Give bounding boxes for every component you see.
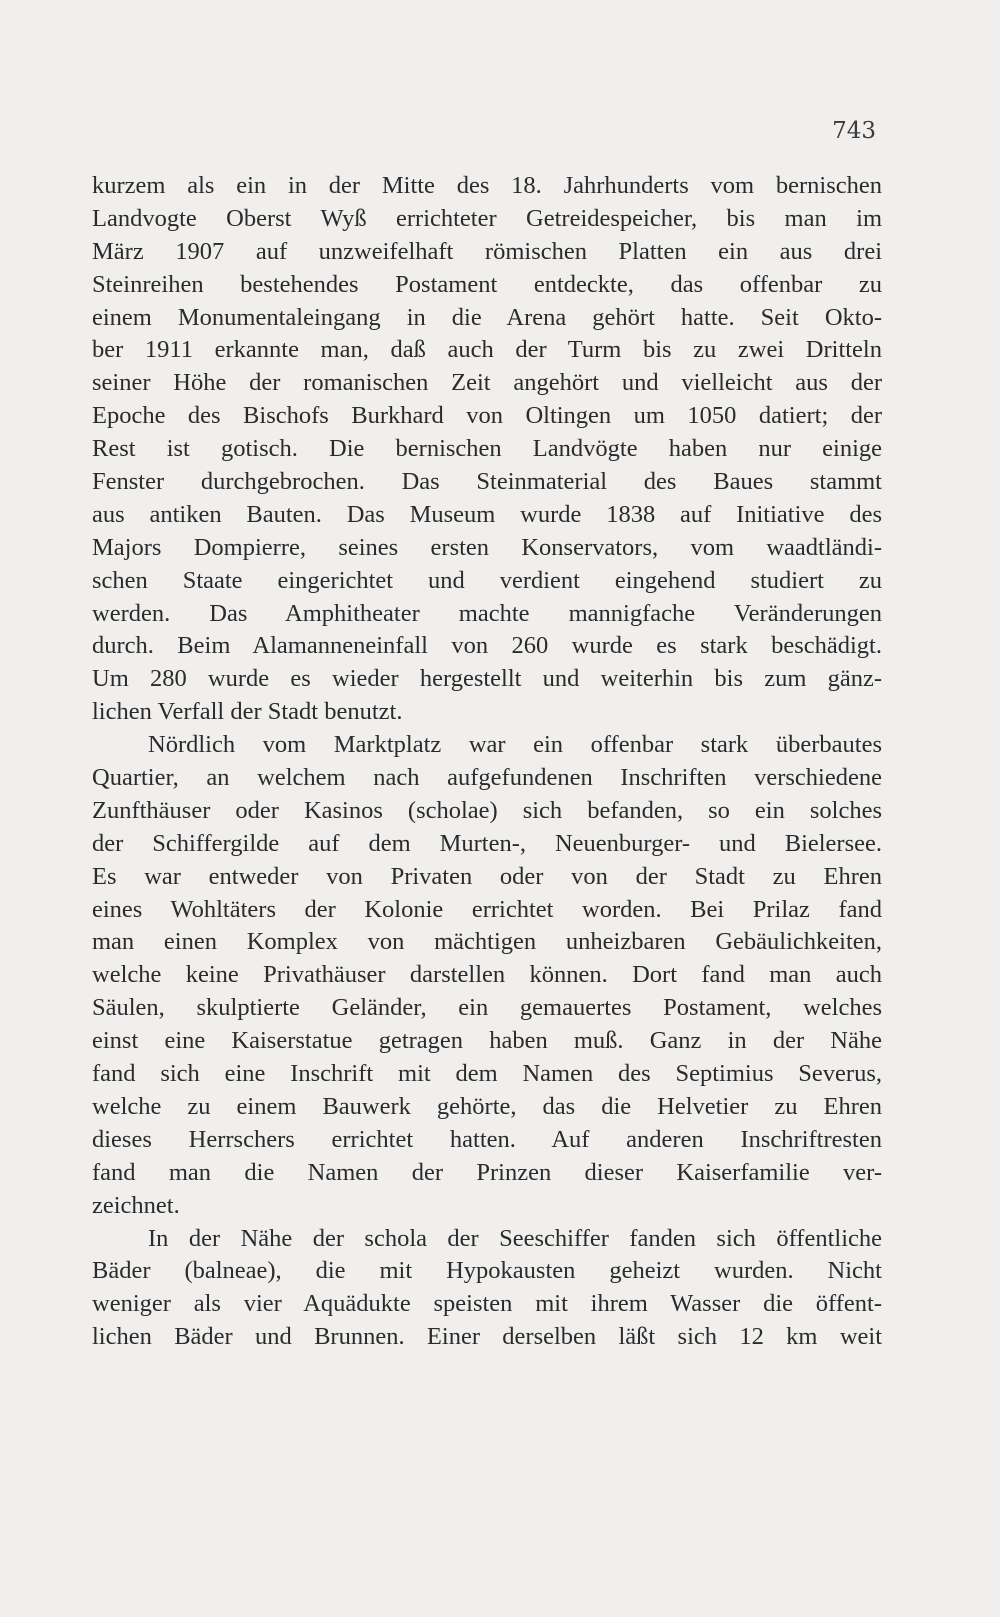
- text-line: Steinreihen bestehendes Postament entdeckte, das offenbar zu: [92, 270, 882, 298]
- text-line: werden. Das Amphitheater machte mannigfache Veränderungen: [92, 599, 882, 627]
- text-line: eines Wohltäters der Kolonie errichtet worden. Bei Prilaz fand: [92, 895, 882, 923]
- text-line: Fenster durchgebrochen. Das Steinmaterial des Baues stammt: [92, 468, 882, 496]
- text-line: schen Staate eingerichtet und verdient eingehend studiert zu: [92, 566, 882, 594]
- text-line: März 1907 auf unzweifelhaft römischen Platten ein aus drei: [92, 237, 882, 265]
- text-line: Epoche des Bischofs Burkhard von Oltingen um 1050 datiert; der: [92, 402, 882, 430]
- text-line: lichen Verfall der Stadt benutzt.: [92, 698, 403, 726]
- text-line: Säulen, skulptierte Geländer, ein gemauertes Postament, welches: [92, 994, 882, 1022]
- text-line: weniger als vier Aquädukte speisten mit ihrem Wasser die öffent-: [92, 1290, 882, 1318]
- text-line: aus antiken Bauten. Das Museum wurde 1838 auf Initiative des: [92, 500, 882, 528]
- text-line: Bäder (balneae), die mit Hypokausten geheizt wurden. Nicht: [92, 1257, 882, 1285]
- text-line: lichen Bäder und Brunnen. Einer derselben läßt sich 12 km weit: [92, 1323, 882, 1351]
- text-line: Zunfthäuser oder Kasinos (scholae) sich befanden, so ein solches: [92, 796, 882, 824]
- text-line: Quartier, an welchem nach aufgefundenen Inschriften verschiedene: [92, 764, 882, 792]
- text-line: fand man die Namen der Prinzen dieser Kaiserfamilie ver-: [92, 1158, 882, 1186]
- text-line: ber 1911 erkannte man, daß auch der Turm bis zu zwei Dritteln: [92, 336, 882, 364]
- text-line: welche zu einem Bauwerk gehörte, das die Helvetier zu Ehren: [92, 1092, 882, 1120]
- text-line: fand sich eine Inschrift mit dem Namen des Septimius Severus,: [92, 1060, 882, 1088]
- text-line: man einen Komplex von mächtigen unheizbaren Gebäulichkeiten,: [92, 928, 882, 956]
- text-line: einst eine Kaiserstatue getragen haben muß. Ganz in der Nähe: [92, 1027, 882, 1055]
- text-line: einem Monumentaleingang in die Arena gehört hatte. Seit Okto-: [92, 303, 882, 331]
- body-text: [92, 170, 882, 1354]
- text-line: Rest ist gotisch. Die bernischen Landvögte haben nur einige: [92, 435, 882, 463]
- text-line: Majors Dompierre, seines ersten Konservators, vom waadtländi-: [92, 533, 882, 561]
- text-line: kurzem als ein in der Mitte des 18. Jahrhunderts vom bernischen: [92, 172, 882, 199]
- page-number: 743: [832, 118, 876, 144]
- text-line: welche keine Privathäuser darstellen können. Dort fand man auch: [92, 961, 882, 989]
- text-line: dieses Herrschers errichtet hatten. Auf anderen Inschriftresten: [92, 1125, 882, 1153]
- text-line: Es war entweder von Privaten oder von der Stadt zu Ehren: [92, 862, 882, 890]
- text-line: der Schiffergilde auf dem Murten-, Neuenburger- und Bielersee.: [92, 829, 882, 857]
- text-line: Nördlich vom Marktplatz war ein offenbar stark überbautes: [148, 731, 882, 759]
- text-line: zeichnet.: [92, 1191, 180, 1219]
- text-line: durch. Beim Alamanneneinfall von 260 wurde es stark beschädigt.: [92, 632, 882, 660]
- text-line: In der Nähe der schola der Seeschiffer fanden sich öffentliche: [148, 1224, 882, 1252]
- text-line: seiner Höhe der romanischen Zeit angehört und vielleicht aus der: [92, 369, 882, 397]
- text-line: Landvogte Oberst Wyß errichteter Getreidespeicher, bis man im: [92, 204, 882, 232]
- text-line: Um 280 wurde es wieder hergestellt und weiterhin bis zum gänz-: [92, 665, 882, 693]
